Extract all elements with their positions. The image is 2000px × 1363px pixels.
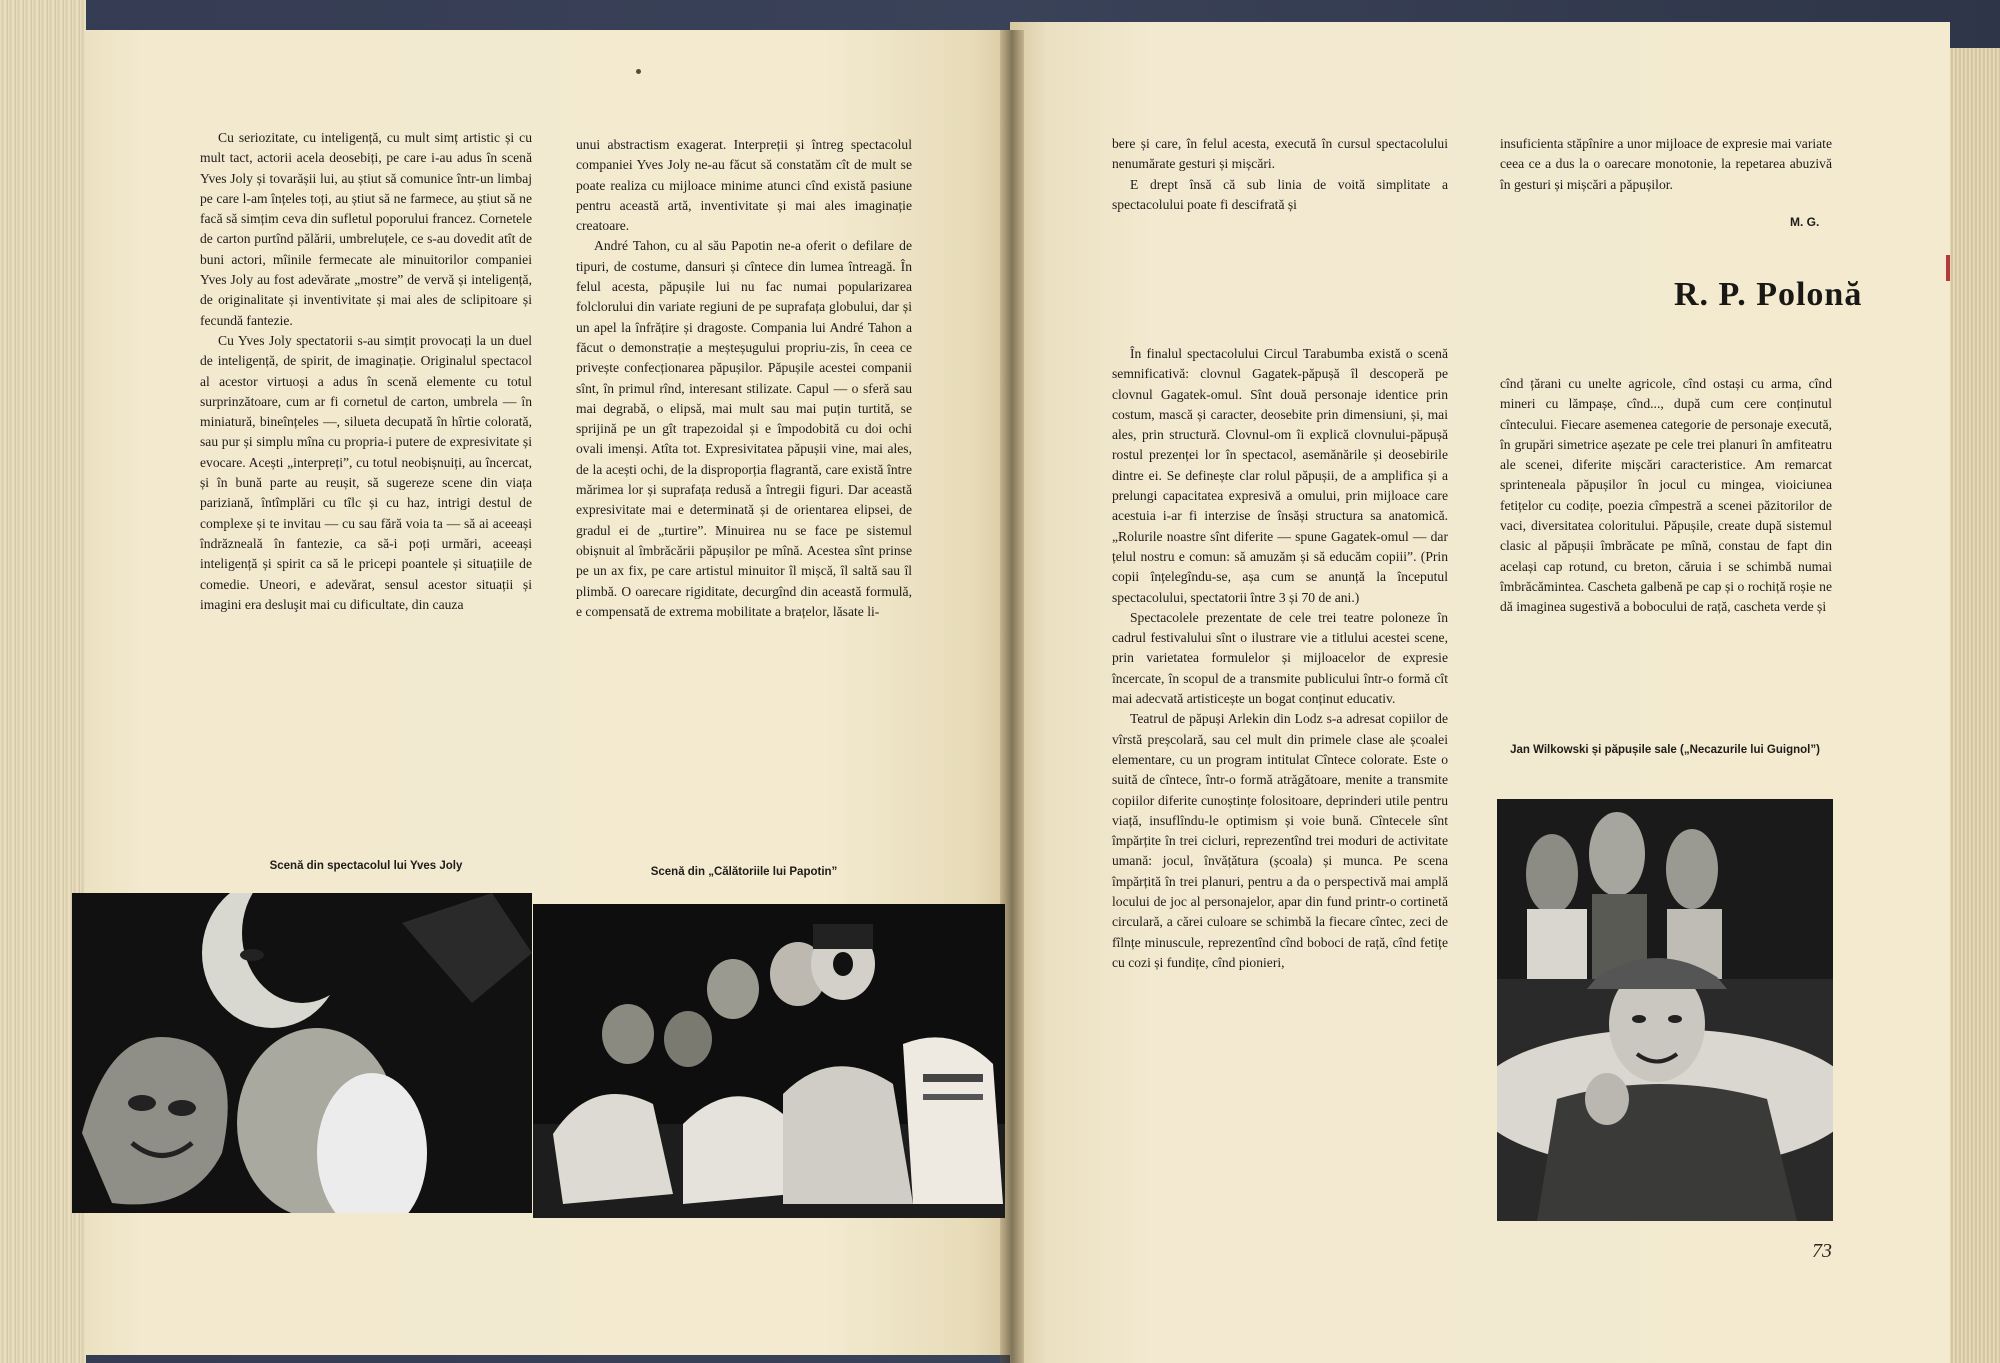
right-column-1	[1112, 344, 1448, 973]
paragraph: Cu seriozitate, cu inteligență, cu mult simț artistic și cu mult tact, actorii acela deosebiți, pe care i-au adus în scenă Yves Joly și tovarășii lui, au știut să comunice într-un limbaj pe care l-am înțeles toți, au știut să ne farmece, au știut să ne facă să simțim ceva din sufletul poporului francez. Cornetele de carton purtînd pălării, umbreluțele, ce s-au dovedit atît de buni actori, mîinile fermecate ale minuitorilor companiei Yves Joly au fost adevărate „mostre” de vervă și inteligență, de originalitate și inventivitate și mai ales de sclipitoare și fecundă fantezie.	[200, 130, 532, 328]
paragraph: cînd țărani cu unelte agricole, cînd ostași cu arma, cînd mineri cu lămpașe, cînd..., după cum cere conținutul cîntecului. Fiecare asemenea categorie de personaje execută, în grupări simetrice așezate pe cele trei planuri în amfiteatru ale scenei, diferite mișcări caracteristice. Am remarcat sprinteneala păpușilor în jocul cu mingea, vioiciunea fetițelor cu codițe, poezia cîmpestră a scenei păzitorilor de vaci, diversitatea coloritului. Păpușile, create după sistemul clasic al păpușii îmbrăcate pe mînă, constau de fapt din același cap rotund, cu breton, căruia i se schimbă numai îmbrăcămintea. Cascheta galbenă pe cap și o rochiță roșie ne dă imaginea sugestivă a bobocului de rață, cascheta verde și	[1500, 376, 1832, 615]
photo-caption-papotin: Scenă din „Călătoriile lui Papotin”	[650, 866, 838, 878]
paper-speck	[636, 69, 641, 74]
paragraph: Cu Yves Joly spectatorii s-au simțit provocați la un duel de inteligență, de spirit, de imaginație. Originalul spectacol al acestor virtuoși a adus în scenă elemente cu totul surprinzătoare, cum ar fi cornetul de carton, umbrela — în miniatură, bineînțeles —, silueta decupată în hîrtie colorată, sau pur și simplu mîna cu propria-i putere de expresivitate și evocare. Acești „interpreți”, cu totul neobișnuiți, au încercat, și în bună parte au reușit, să sugereze scene din viața pariziană, întîmplări cu tîlc și cu haz, intrigi destul de complexe și te invitau — cu sau fără voia ta — să ai aceeași îndrăzneală în fantezie, ca să-i poți urmări, aceeași inteligență și spirit ca să le pricepi poantele și situațiile de comedie. Uneori, e adevărat, sensul acestor situații și imagini era desluşit mai cu dificultate, din cauza	[200, 332, 532, 612]
paragraph: unui abstractism exagerat. Interpreții și întreg spectacolul companiei Yves Joly ne-au făcut să constatăm cît de mult se poate realiza cu mijloace minime atunci cînd există pasiune pentru această artă, inventivitate și mai ales imaginație creatoare.	[576, 137, 912, 234]
left-column-2	[576, 135, 912, 622]
right-column-2-top	[1500, 134, 1832, 195]
photo-caption-yves-joly: Scenă din spectacolul lui Yves Joly	[269, 860, 463, 872]
paragraph: bere și care, în felul acesta, execută în cursul spectacolului nenumărate gesturi și mișcări.	[1112, 136, 1448, 172]
right-column-2	[1500, 374, 1832, 618]
paragraph: Teatrul de păpuși Arlekin din Lodz s-a adresat copiilor de vîrstă preșcolară, sau cel mult din primele clase ale școalei elementare, cu un program intitulat Cîntece colorate. Este o suită de cîntece, într-o formă atrăgătoare, menite a transmite copiilor diferite cunoștințe folositoare, deprinderi utile pentru viață, insuflîndu-le optimism și voie bună. Cîntecele sînt împărțite în trei cicluri, reprezentînd trei moduri de activitate umană: jocul, învățătura (școala) și munca. Pe scena împărțită în trei planuri, pentru a da o perspectivă mai amplă locului de joc al personajelor, apar din fund printr-o cortinetă circulară, a cărei culoare se schimbă la fiecare cîntec, zeci de fîlnțe minuscule, reprezentînd cînd boboci de rață, cînd fetițe cu cozi și fundițe, cînd pionieri,	[1112, 711, 1448, 970]
right-page-stack	[1950, 48, 2000, 1363]
paragraph: André Tahon, cu al său Papotin ne-a oferit o defilare de tipuri, de costume, dansuri și cîntece din lumea întreagă. În felul acesta, păpușile lui nu fac numai popularizarea folclorului din variate regiuni de pe suprafața globului, dar și un apel la înfrățire și dragoste. Compania lui André Tahon a făcut o demonstrație a meșteșugului propriu-zis, în ceea ce privește confecționarea păpușilor. Păpușile acestei companii sînt, în primul rînd, interesant stilizate. Capul — o sferă sau mai degrabă, o elipsă, mai mult sau mai puțin turtită, se sprijină pe un gît trapezoidal și e împodobită cu doi ochi ovali imenși. Atîta tot. Expresivitatea păpușii vine, mai ales, de la acești ochi, de la disproporția flagrantă, care există între mărimea lor și suprafața redusă a întregii figuri. Dar această expresivitate mai e determinată și de orientarea elipsei, de gradul ei de „turtire”. Minuirea nu se face pe sistemul obișnuit al îmbrăcării păpușilor pe mînă. Acestea sînt prinse pe un ax fix, pe care artistul minuitor îl mișcă, îl saltă sau îl plimbă. O oarecare rigiditate, decurgînd din această formulă, e compensată de extrema mobilitate a brațelor, lăsate li-	[576, 238, 912, 619]
author-signature: M. G.	[1790, 215, 1820, 229]
paragraph: insuficienta stăpînire a unor mijloace de expresie mai variate ceea ce a dus la o oarecare monotonie, la repetarea abuzivă în gesturi și mișcări a păpușilor.	[1500, 136, 1832, 192]
paragraph: În finalul spectacolului Circul Tarabumba există o scenă semnificativă: clovnul Gagatek-păpușă îl descoperă pe clovnul Gagatek-omul. Sînt două personaje identice prin costum, mască și caracter, deosebite prin dimensiuni, și, mai ales, prin structură. Clovnul-om îi explică clovnului-păpușă rostul prezenței lor în spectacol, asemănările și deosebirile dintre ei. Se definește clar rolul păpușii, de a amplifica și a prelungi capacitatea expresivă a omului, prin mijloace care acestuia i-ar fi interzise de însăși structura sa anatomică. „Rolurile noastre sînt diferite — spune Gagatek-omul — dar țelul nostru e comun: să amuzăm și să educăm copiii”. (Prin copii înțelegîndu-se, așa cum se anunță la începutul spectacolului, spectatorii între 3 și 70 de ani.)	[1112, 346, 1448, 605]
photo-jan-wilkowski	[1497, 799, 1833, 1221]
page-number: 73	[1812, 1240, 1832, 1262]
left-column-1	[200, 128, 532, 615]
photo-yves-joly-scene	[72, 893, 532, 1213]
section-heading: R. P. Polonă	[1674, 276, 1863, 313]
bookmark-ribbon	[1946, 255, 1950, 281]
right-column-1-top	[1112, 134, 1448, 215]
photo-papotin-scene	[533, 904, 1005, 1218]
paragraph: E drept însă că sub linia de voită simplitate a spectacolului poate fi descifrată și	[1112, 176, 1448, 212]
photo-caption-wilkowski: Jan Wilkowski și păpușile sale („Necazurile lui Guignol”)	[1510, 744, 1820, 756]
paragraph: Spectacolele prezentate de cele trei teatre poloneze în cadrul festivalului sînt o ilustrare vie a titlului acestei scene, prin varietatea formulelor și mijloacelor de expresie încercate, în scopul de a transmite publicului într-o formă cît mai adecvată artisticește un bogat conținut educativ.	[1112, 609, 1448, 707]
